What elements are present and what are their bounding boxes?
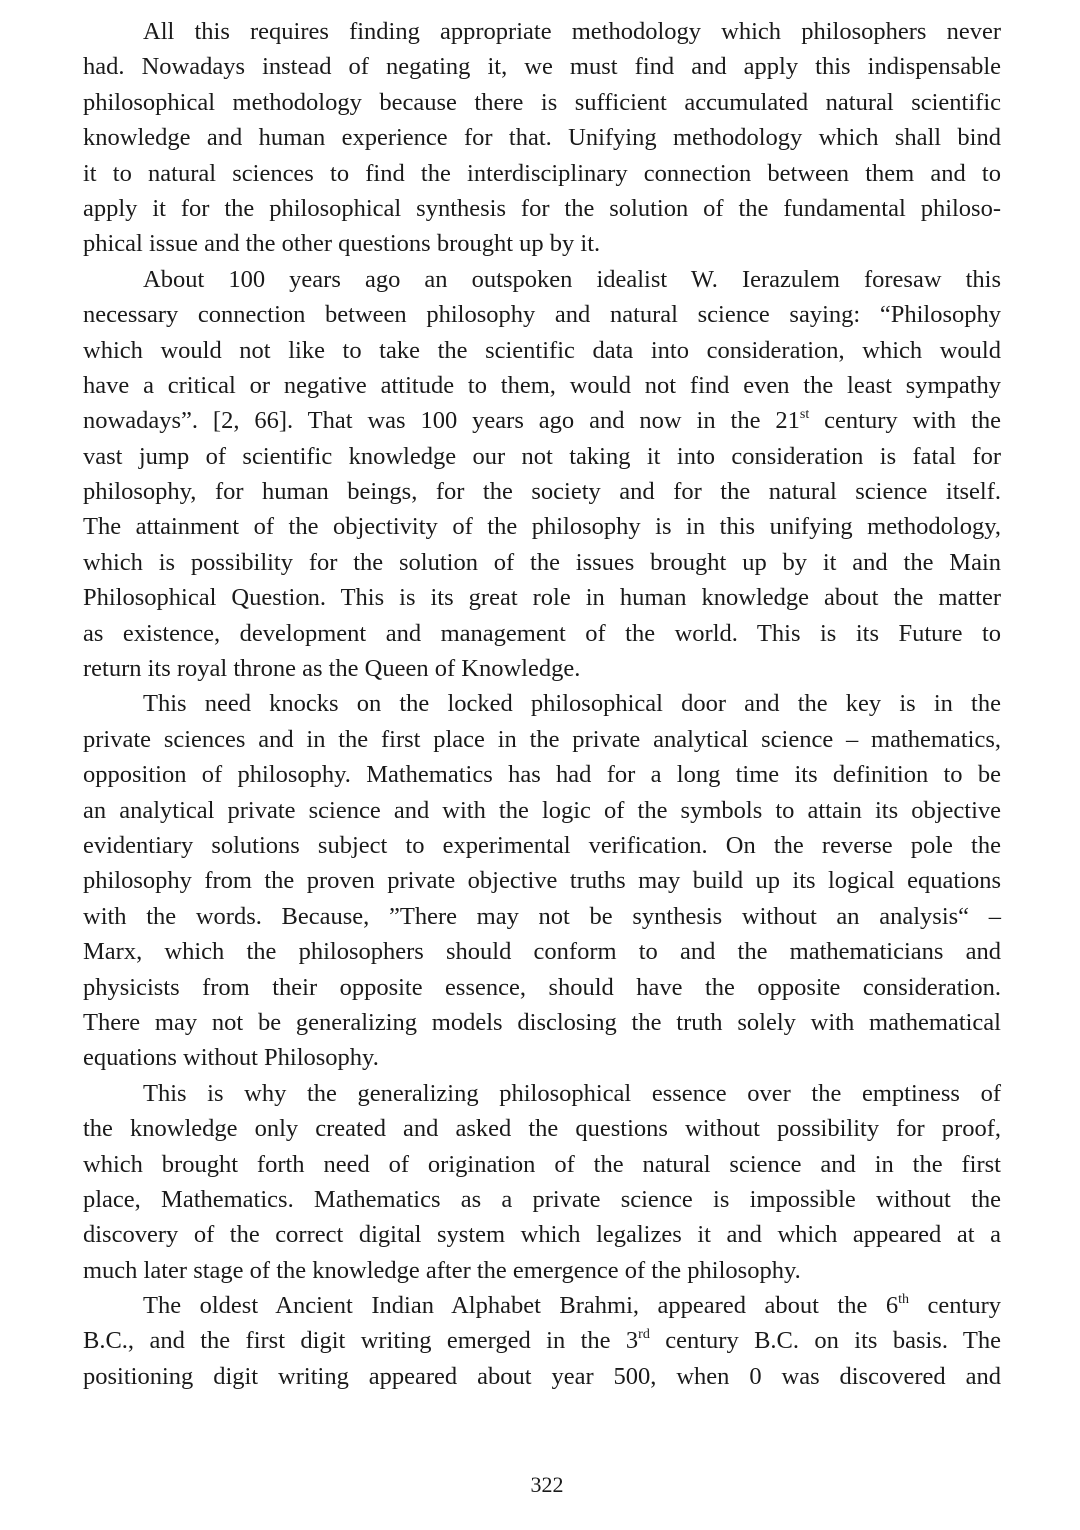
text-segment: The oldest Ancient Indian Alphabet Brahmi, appeared about the 6 <box>143 1292 899 1320</box>
text-line: much later stage of the knowledge after the emergence of the philosophy. <box>83 1256 801 1284</box>
text-line: philosophy, for human beings, for the society and for the natural science itself. <box>83 478 1001 506</box>
text-line: physicists from their opposite essence, should have the opposite consideration. <box>83 973 1001 1001</box>
text-line: About 100 years ago an outspoken idealist W. Ierazulem foresaw this <box>143 265 1001 293</box>
text-line: as existence, development and management of the world. This is its Future to <box>83 619 1001 647</box>
paragraph <box>83 262 1001 687</box>
paragraph <box>83 686 1001 1075</box>
text-line: an analytical private science and with the logic of the symbols to attain its objective <box>83 796 1001 824</box>
text-segment: century with the <box>809 407 1001 435</box>
text-line: knowledge and human experience for that. Unifying methodology which shall bind <box>83 124 1001 152</box>
text-line: Philosophical Question. This is its great role in human knowledge about the matter <box>83 584 1001 612</box>
text-segment: century B.C. on its basis. The <box>649 1327 1001 1355</box>
text-line: apply it for the philosophical synthesis for the solution of the fundamental philoso- <box>83 194 1001 222</box>
text-line: have a critical or negative attitude to them, would not find even the least sympathy <box>83 371 1001 399</box>
text-line: discovery of the correct digital system which legalizes it and which appeared at a <box>83 1221 1001 1249</box>
text-line: with the words. Because, ”There may not be synthesis without an analysis“ – <box>83 902 1001 930</box>
text-line <box>83 1323 1001 1358</box>
text-line: This need knocks on the locked philosophical door and the key is in the <box>143 690 1001 718</box>
text-line: it to natural sciences to find the interdisciplinary connection between them and to <box>83 159 1001 187</box>
text-line <box>83 1288 1001 1323</box>
text-line: philosophical methodology because there is sufficient accumulated natural scientific <box>83 88 1001 116</box>
paragraph <box>83 1076 1001 1288</box>
text-line: necessary connection between philosophy and natural science saying: “Philosophy <box>83 301 1001 329</box>
text-line: opposition of philosophy. Mathematics has had for a long time its definition to be <box>83 761 1001 789</box>
text-line: return its royal throne as the Queen of Knowledge. <box>83 655 581 683</box>
superscript: th <box>898 1292 910 1308</box>
text-line: the knowledge only created and asked the questions without possibility for proof, <box>83 1115 1001 1143</box>
text-line: which would not like to take the scientific data into consideration, which would <box>83 336 1001 364</box>
superscript: st <box>799 407 810 423</box>
text-line: place, Mathematics. Mathematics as a private science is impossible without the <box>83 1185 1001 1213</box>
paragraph <box>83 14 1001 262</box>
text-line: private sciences and in the first place in the private analytical science – mathematics, <box>83 725 1001 753</box>
text-line: All this requires finding appropriate methodology which philosophers never <box>143 18 1001 45</box>
text-line: equations without Philosophy. <box>83 1044 379 1072</box>
paragraph <box>83 1288 1001 1394</box>
text-line: phical issue and the other questions brought up by it. <box>83 230 601 258</box>
text-line: which is possibility for the solution of the issues brought up by it and the Main <box>83 548 1001 576</box>
text-line: Marx, which the philosophers should conform to and the mathematicians and <box>83 938 1001 966</box>
text-line: vast jump of scientific knowledge our not taking it into consideration is fatal for <box>83 442 1001 470</box>
superscript: rd <box>638 1327 650 1343</box>
text-line: The attainment of the objectivity of the philosophy is in this unifying methodology, <box>83 513 1001 541</box>
body-text <box>83 14 1001 1394</box>
text-line: which brought forth need of origination of the natural science and in the first <box>83 1150 1001 1178</box>
text-line <box>83 403 1001 438</box>
text-line: positioning digit writing appeared about year 500, when 0 was discovered and <box>83 1362 1001 1390</box>
text-segment: nowadays”. [2, 66]. That was 100 years ago and now in the 21 <box>83 407 800 435</box>
text-segment: century <box>909 1292 1001 1320</box>
text-line: There may not be generalizing models disclosing the truth solely with mathematical <box>83 1008 1001 1036</box>
text-line: philosophy from the proven private objective truths may build up its logical equations <box>83 867 1001 895</box>
page-number: 322 <box>530 1472 564 1497</box>
text-segment: B.C., and the first digit writing emerged in the 3 <box>83 1327 639 1355</box>
text-line: evidentiary solutions subject to experimental verification. On the reverse pole the <box>83 831 1001 859</box>
text-line: had. Nowadays instead of negating it, we must find and apply this indispensable <box>83 53 1001 81</box>
text-line: This is why the generalizing philosophical essence over the emptiness of <box>143 1079 1001 1107</box>
